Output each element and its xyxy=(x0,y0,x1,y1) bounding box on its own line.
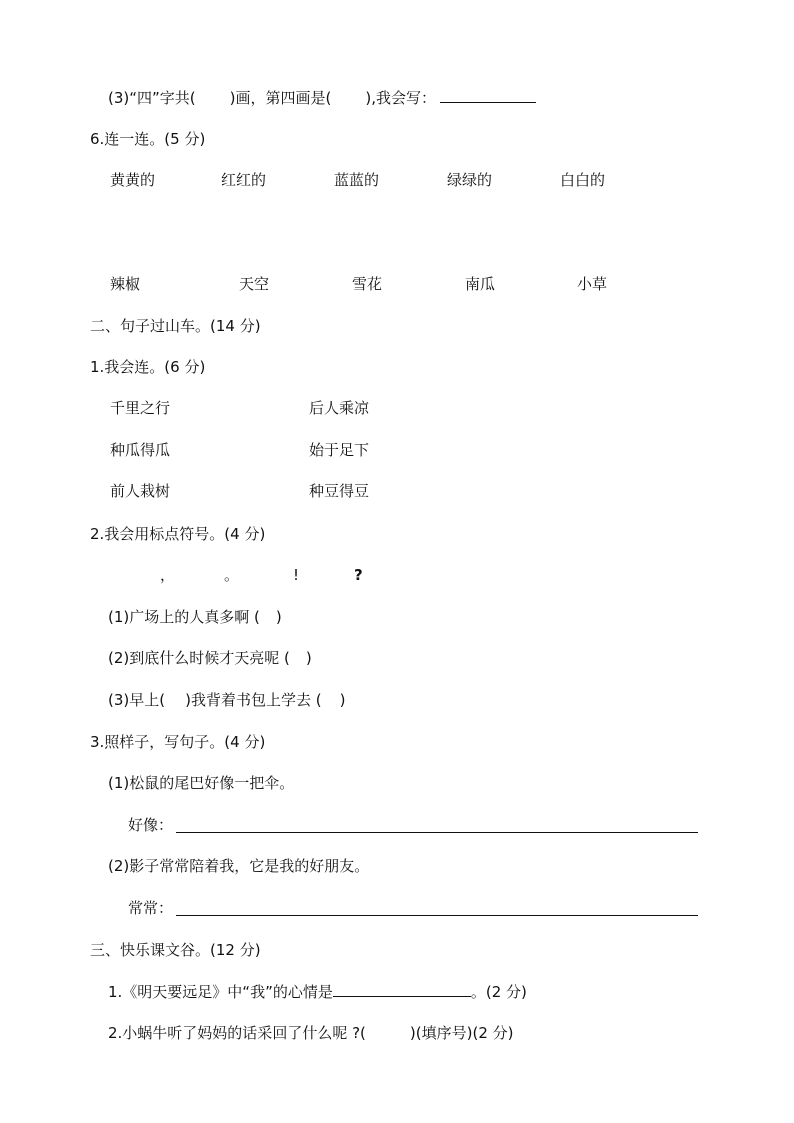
sec3-q2-score: )(填序号)(2 分) xyxy=(409,1024,514,1042)
q5-3-line xyxy=(108,88,536,108)
mark-exclaim: ! xyxy=(293,566,300,584)
punct-item-2-close: ) xyxy=(305,649,312,667)
word-haoxiang: 好像： xyxy=(128,816,174,834)
sec3-heading: 三、快乐课文谷。(12 分) xyxy=(90,941,261,959)
example-2: (2)影子常常陪着我，它是我的好朋友。 xyxy=(108,857,370,875)
word-changchang: 常常： xyxy=(128,899,174,917)
q6-bottom-3[interactable]: 南瓜 xyxy=(465,275,496,293)
sec3-q1-text: 1.《明天要远足》中“我”的心情是 xyxy=(108,983,333,1001)
q6-heading: 6.连一连。(5 分) xyxy=(90,130,206,148)
sec2-heading: 二、句子过山车。(14 分) xyxy=(90,317,261,335)
q6-top-0[interactable]: 黄黄的 xyxy=(110,171,156,189)
write-blank[interactable] xyxy=(440,88,536,103)
example-1: (1)松鼠的尾巴好像一把伞。 xyxy=(108,774,295,792)
punct-item-3-close: ) xyxy=(339,691,346,709)
mark-period: 。 xyxy=(224,566,240,584)
idiom-right-0[interactable]: 后人乘凉 xyxy=(309,399,370,417)
punct-item-1-text: (1)广场上的人真多啊 ( xyxy=(108,608,260,626)
punct-item-3-mid: )我背着书包上学去 ( xyxy=(185,691,322,709)
punct-item-2-text: (2)到底什么时候才天亮呢 ( xyxy=(108,649,290,667)
punct-item-3 xyxy=(108,690,345,710)
sec3-q1 xyxy=(108,982,527,1002)
punct-item-1-close: ) xyxy=(275,608,282,626)
punct-item-1 xyxy=(108,607,282,627)
sec3-q2-text: 2.小蜗牛听了妈妈的话采回了什么呢 ?( xyxy=(108,1024,366,1042)
mood-blank[interactable] xyxy=(333,982,471,997)
q6-top-2[interactable]: 蓝蓝的 xyxy=(334,171,380,189)
idiom-left-2[interactable]: 前人栽树 xyxy=(110,482,171,500)
idiom-right-2[interactable]: 种豆得豆 xyxy=(309,482,370,500)
q6-top-1[interactable]: 红红的 xyxy=(221,171,267,189)
sec2-q2-heading: 2.我会用标点符号。(4 分) xyxy=(90,525,266,543)
answer-line-2[interactable] xyxy=(176,898,698,916)
q5-3-prefix: (3)“四”字共( xyxy=(108,89,196,107)
mark-comma: ， xyxy=(160,566,176,584)
q6-bottom-2[interactable]: 雪花 xyxy=(352,275,383,293)
idiom-right-1[interactable]: 始于足下 xyxy=(309,441,370,459)
q5-3-mid2: ),我会写： xyxy=(365,89,436,107)
q6-top-4[interactable]: 白白的 xyxy=(560,171,606,189)
q6-top-3[interactable]: 绿绿的 xyxy=(447,171,493,189)
idiom-left-0[interactable]: 千里之行 xyxy=(110,399,171,417)
sec3-q2 xyxy=(108,1023,513,1043)
sec3-q1-score: 。(2 分) xyxy=(470,983,527,1001)
punct-item-2 xyxy=(108,648,312,668)
sec2-q1-heading: 1.我会连。(6 分) xyxy=(90,358,206,376)
q5-3-mid1: )画，第四画是( xyxy=(229,89,332,107)
idiom-left-1[interactable]: 种瓜得瓜 xyxy=(110,441,171,459)
answer-line-1[interactable] xyxy=(176,815,698,833)
q6-bottom-4[interactable]: 小草 xyxy=(577,275,608,293)
q6-bottom-1[interactable]: 天空 xyxy=(239,275,270,293)
sec2-q3-heading: 3.照样子，写句子。(4 分) xyxy=(90,733,266,751)
q6-bottom-0[interactable]: 辣椒 xyxy=(110,275,141,293)
punct-item-3-text: (3)早上( xyxy=(108,691,166,709)
mark-question: ? xyxy=(354,566,363,584)
